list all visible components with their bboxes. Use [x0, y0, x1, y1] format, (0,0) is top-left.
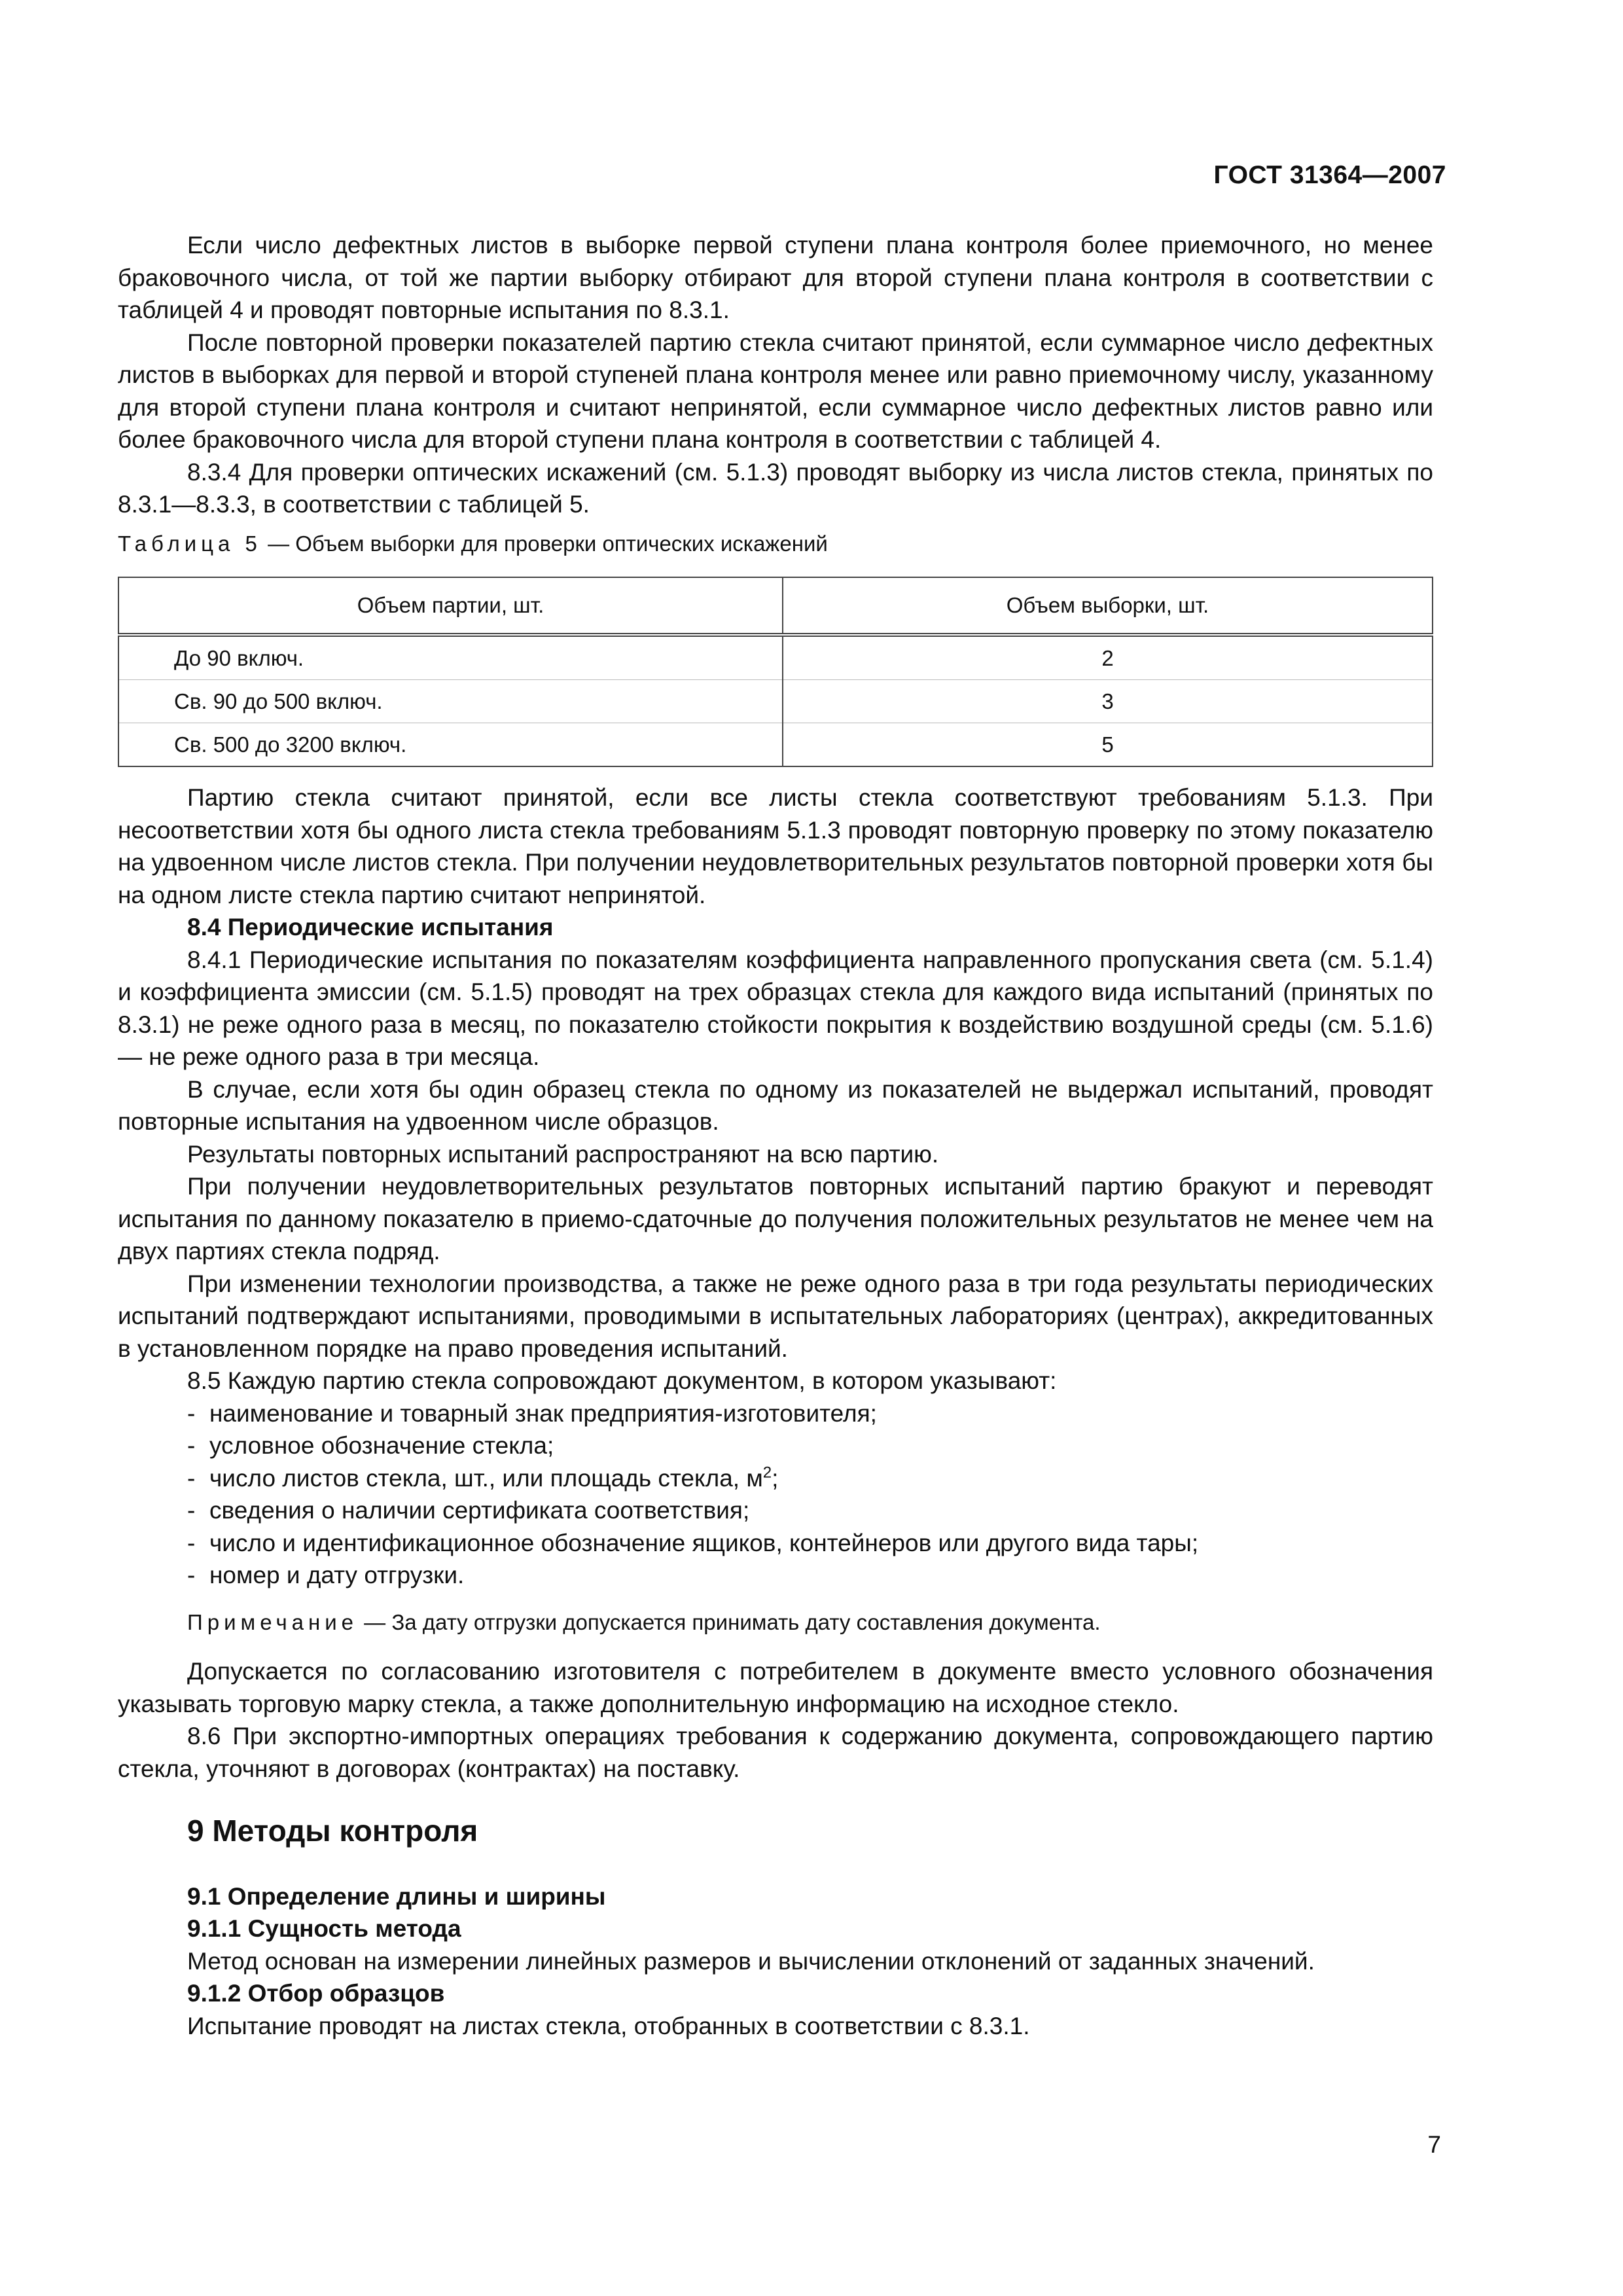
document-contents-list	[118, 1397, 1433, 1592]
table-cell-lot: До 90 включ.	[118, 635, 783, 680]
paragraph-85: 8.5 Каждую партию стекла сопровождают документом, в котором указывают:	[187, 1367, 1057, 1394]
paragraph: При получении неудовлетворительных результатов повторных испытаний партию бракуют и переводят испытания по данному показателю в приемо-сдаточные до получения положительных результатов не менее чем на двух партиях стекла подряд.	[118, 1173, 1433, 1265]
list-dash: -	[187, 1562, 196, 1588]
table-caption-label: Таблица 5	[118, 531, 262, 556]
paragraph: Допускается по согласованию изготовителя с потребителем в документе вместо условного обозначения указывать торговую марку стекла, а также дополнительную информацию на исходное стекло.	[118, 1658, 1433, 1717]
table-row	[118, 723, 1433, 767]
table-header-sample-size: Объем выборки, шт.	[783, 577, 1433, 635]
table-cell-sample: 2	[783, 635, 1433, 680]
list-item-text: номер и дату отгрузки.	[209, 1562, 465, 1588]
list-item-text: условное обозначение стекла;	[209, 1432, 554, 1459]
subheading-9-1-2: 9.1.2 Отбор образцов	[187, 1980, 445, 2007]
list-item-text-main: число листов стекла, шт., или площадь стекла, м	[209, 1464, 763, 1492]
table-row	[118, 680, 1433, 723]
list-item	[118, 1559, 1433, 1592]
subheading-9-1-1: 9.1.1 Сущность метода	[187, 1915, 461, 1942]
subheading-9-1: 9.1 Определение длины и ширины	[187, 1882, 606, 1910]
paragraph: Метод основан на измерении линейных размеров и вычислении отклонений от заданных значений.	[187, 1947, 1315, 1975]
table-cell-lot: Св. 90 до 500 включ.	[118, 680, 783, 723]
list-item-text: число и идентификационное обозначение ящиков, контейнеров или другого вида тары;	[209, 1529, 1199, 1556]
table-header-lot-size: Объем партии, шт.	[118, 577, 783, 635]
paragraph-834: 8.3.4 Для проверки оптических искажений (см. 5.1.3) проводят выборку из числа листов стекла, принятых по 8.3.1—8.3.3, в соответствии с таблицей 5.	[118, 458, 1433, 518]
list-dash: -	[187, 1432, 196, 1459]
list-item-text: наименование и товарный знак предприятия-изготовителя;	[209, 1399, 877, 1427]
note-text: — За дату отгрузки допускается принимать дату составления документа.	[358, 1609, 1101, 1634]
list-item	[118, 1462, 1433, 1495]
list-item	[118, 1527, 1433, 1560]
page-body	[118, 229, 1433, 2042]
list-dash: -	[187, 1399, 196, 1427]
section-title-9: 9 Методы контроля	[187, 1814, 478, 1848]
paragraph: В случае, если хотя бы один образец стекла по одному из показателей не выдержал испытаний, проводят повторные испытания на удвоенном числе образцов.	[118, 1075, 1433, 1135]
list-item-text-tail: ;	[772, 1464, 779, 1492]
paragraph: После повторной проверки показателей партию стекла считают принятой, если суммарное число дефектных листов в выборках для первой и второй ступеней плана контроля менее или равно приемочному числу, указанному для второй ступени плана контроля и считают непринятой, если суммарное число дефектных листов равно или более браковочного числа для второй ступени плана контроля в соответствии с таблицей 4.	[118, 329, 1433, 453]
paragraph: Результаты повторных испытаний распространяют на всю партию.	[187, 1140, 939, 1168]
list-dash: -	[187, 1497, 196, 1524]
section-heading-8-4: 8.4 Периодические испытания	[187, 914, 554, 941]
paragraph: Партию стекла считают принятой, если все листы стекла соответствуют требованиям 5.1.3. При несоответствии хотя бы одного листа стекла требованиям 5.1.3 проводят повторную проверку по этому показателю на удвоенном числе листов стекла. При получении неудовлетворительных результатов повторной проверки хотя бы на одном листе стекла партию считают непринятой.	[118, 784, 1433, 908]
table-caption-text: — Объем выборки для проверки оптических искажений	[261, 531, 828, 556]
paragraph: Если число дефектных листов в выборке первой ступени плана контроля более приемочного, но менее браковочного числа, от той же партии выборку отбирают для второй ступени плана контроля в соответствии с таблицей 4 и проводят повторные испытания по 8.3.1.	[118, 232, 1433, 323]
table-cell-lot: Св. 500 до 3200 включ.	[118, 723, 783, 767]
table-cell-sample: 3	[783, 680, 1433, 723]
table-caption	[118, 528, 1433, 560]
superscript: 2	[762, 1463, 772, 1482]
list-dash: -	[187, 1464, 196, 1492]
list-item	[118, 1397, 1433, 1430]
paragraph: При изменении технологии производства, а также не реже одного раза в три года результаты периодических испытаний подтверждают испытаниями, проводимыми в испытательных лабораториях (центрах), аккредитованных в установленном порядке на право проведения испытаний.	[118, 1270, 1433, 1362]
document-number: ГОСТ 31364—2007	[1213, 161, 1446, 189]
list-item-text: сведения о наличии сертификата соответствия;	[209, 1497, 750, 1524]
sample-size-table	[118, 577, 1433, 767]
paragraph-86: 8.6 При экспортно-импортных операциях требования к содержанию документа, сопровождающего партию стекла, уточняют в договорах (контрактах) на поставку.	[118, 1723, 1433, 1782]
table-header-row	[118, 577, 1433, 635]
note	[187, 1606, 1433, 1639]
list-dash: -	[187, 1529, 196, 1556]
table-row	[118, 635, 1433, 680]
paragraph: Испытание проводят на листах стекла, отобранных в соответствии с 8.3.1.	[187, 2012, 1030, 2039]
note-label: Примечание	[187, 1609, 359, 1634]
page-number: 7	[1427, 2131, 1441, 2158]
paragraph-841: 8.4.1 Периодические испытания по показателям коэффициента направленного пропускания света (см. 5.1.4) и коэффициента эмиссии (см. 5.1.5) проводят на трех образцах стекла для каждого вида испытаний (принятых по 8.3.1) не реже одного раза в месяц, по показателю стойкости покрытия к воздействию воздушной среды (см. 5.1.6) — не реже одного раза в три месяца.	[118, 946, 1433, 1070]
list-item	[118, 1494, 1433, 1527]
list-item-text	[187, 1462, 778, 1495]
table-cell-sample: 5	[783, 723, 1433, 767]
list-item	[118, 1429, 1433, 1462]
